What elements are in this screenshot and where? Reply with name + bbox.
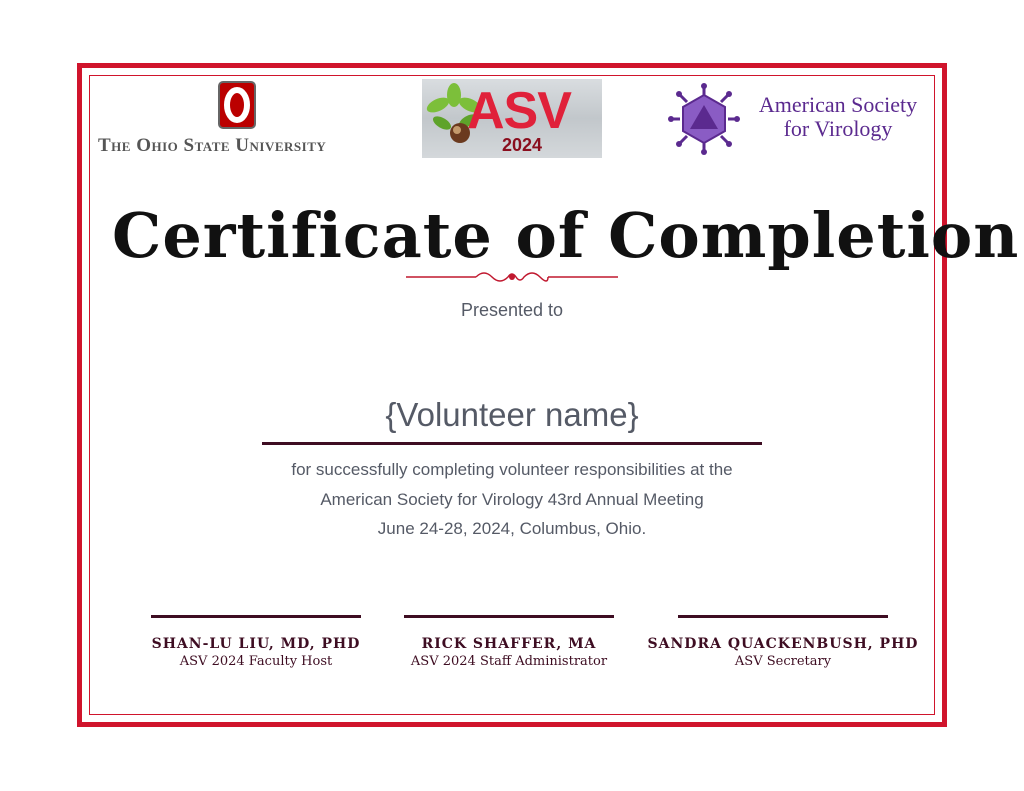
recipient-name-field[interactable]: {Volunteer name} <box>385 396 639 433</box>
signature-line <box>678 615 888 618</box>
ohio-state-logo <box>98 80 378 160</box>
block-o-letter: O <box>236 111 238 112</box>
american-society-virology-logo <box>668 83 928 158</box>
society-name-line2: for Virology <box>783 116 893 141</box>
signatory-name: RICK SHAFFER, MA <box>421 636 597 652</box>
description-line: for successfully completing volunteer responsibilities at the <box>291 460 733 479</box>
signature-block-faculty-host <box>116 615 396 669</box>
signature-line <box>404 615 614 618</box>
signatory-role: ASV 2024 Faculty Host <box>179 654 333 669</box>
recipient-name-underline <box>262 442 762 445</box>
asv-2024-logo <box>422 79 602 158</box>
signatory-role: ASV Secretary <box>734 654 832 669</box>
flourish-divider-icon <box>406 268 618 286</box>
description-line: June 24-28, 2024, Columbus, Ohio. <box>377 519 647 538</box>
society-name <box>748 93 928 141</box>
description-line: American Society for Virology 43rd Annual Meeting <box>320 489 704 509</box>
asv-year: 2024 <box>502 135 543 155</box>
virus-icon <box>668 83 740 155</box>
signature-block-staff-admin <box>369 615 649 669</box>
block-o-icon <box>98 80 378 135</box>
signature-block-secretary <box>643 615 923 669</box>
presented-to-label: Presented to <box>460 300 564 320</box>
certificate-description <box>212 455 812 544</box>
society-name-line1: American Society <box>758 92 918 117</box>
signatory-name: SHAN-LU LIU, MD, PHD <box>151 636 361 652</box>
asv-wordmark: ASV <box>467 82 571 140</box>
signatory-name: SANDRA QUACKENBUSH, PHD <box>647 636 919 652</box>
certificate-title: Certificate of Completion <box>112 199 1020 272</box>
signatory-role: ASV 2024 Staff Administrator <box>410 654 608 669</box>
signature-line <box>151 615 361 618</box>
ohio-state-wordmark: The Ohio State University <box>98 135 327 156</box>
